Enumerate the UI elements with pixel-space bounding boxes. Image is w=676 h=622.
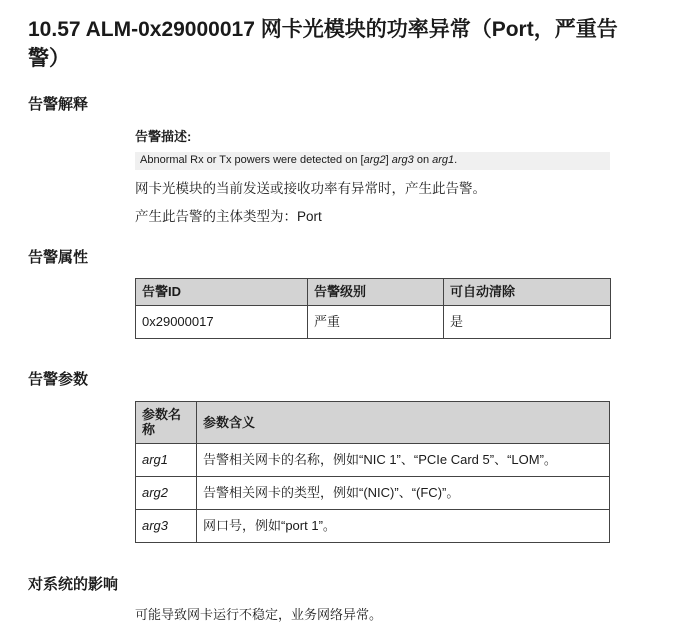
attr-header-auto-clear: 可自动清除 [444,279,611,306]
param-cell-arg2-name: arg2 [136,477,197,510]
param-cell-arg3-meaning: 网口号，例如“port 1”。 [197,510,610,543]
table-row [136,510,610,543]
attr-cell-severity: 严重 [308,306,444,339]
attr-header-alarm-id: 告警ID [136,279,308,306]
attr-cell-auto-clear: 是 [444,306,611,339]
table-header-row [136,402,610,444]
desc-arg3: arg3 [391,154,414,166]
desc-prefix: Abnormal Rx or Tx powers were detected on [ [140,154,364,166]
attr-cell-alarm-id: 0x29000017 [136,306,308,339]
desc-arg1: arg1 [432,154,455,166]
desc-mid1: ] [385,154,392,166]
table-row [136,477,610,510]
alarm-explanation-heading: 告警解释 [28,96,89,113]
alarm-explanation-body [135,129,610,225]
param-header-name: 参数名称 [136,402,197,444]
alarm-parameters-heading: 告警参数 [28,371,89,388]
page-title: 10.57 ALM-0x29000017 网卡光模块的功率异常（Port，严重告警） [28,18,618,70]
desc-mid2: on [413,154,433,166]
table-header-row [136,279,611,306]
alarm-description-text [135,152,610,170]
alarm-description-label: 告警描述: [135,129,192,144]
alarm-parameters-table [135,401,610,543]
alarm-subject-type-text: 产生此告警的主体类型为：Port [135,209,322,224]
desc-arg2: arg2 [363,154,386,166]
table-row [136,444,610,477]
param-cell-arg2-meaning: 告警相关网卡的类型，例如“(NIC)”、“(FC)”。 [197,477,610,510]
section-alarm-attributes [0,249,676,339]
alarm-cause-text: 网卡光模块的当前发送或接收功率有异常时，产生此告警。 [135,181,486,196]
param-cell-arg1-name: arg1 [136,444,197,477]
param-header-meaning: 参数含义 [197,402,610,444]
section-system-impact [0,576,676,622]
alarm-attributes-heading: 告警属性 [28,249,89,266]
table-row [136,306,611,339]
document-page [0,15,676,622]
desc-suffix: . [454,154,458,166]
alarm-attributes-table [135,278,611,339]
system-impact-heading: 对系统的影响 [28,576,119,593]
attr-header-severity: 告警级别 [308,279,444,306]
system-impact-text: 可能导致网卡运行不稳定，业务网络异常。 [135,607,383,622]
section-alarm-parameters [0,371,676,543]
param-cell-arg1-meaning: 告警相关网卡的名称，例如“NIC 1”、“PCIe Card 5”、“LOM”。 [197,444,610,477]
param-cell-arg3-name: arg3 [136,510,197,543]
section-alarm-explanation [0,96,676,225]
